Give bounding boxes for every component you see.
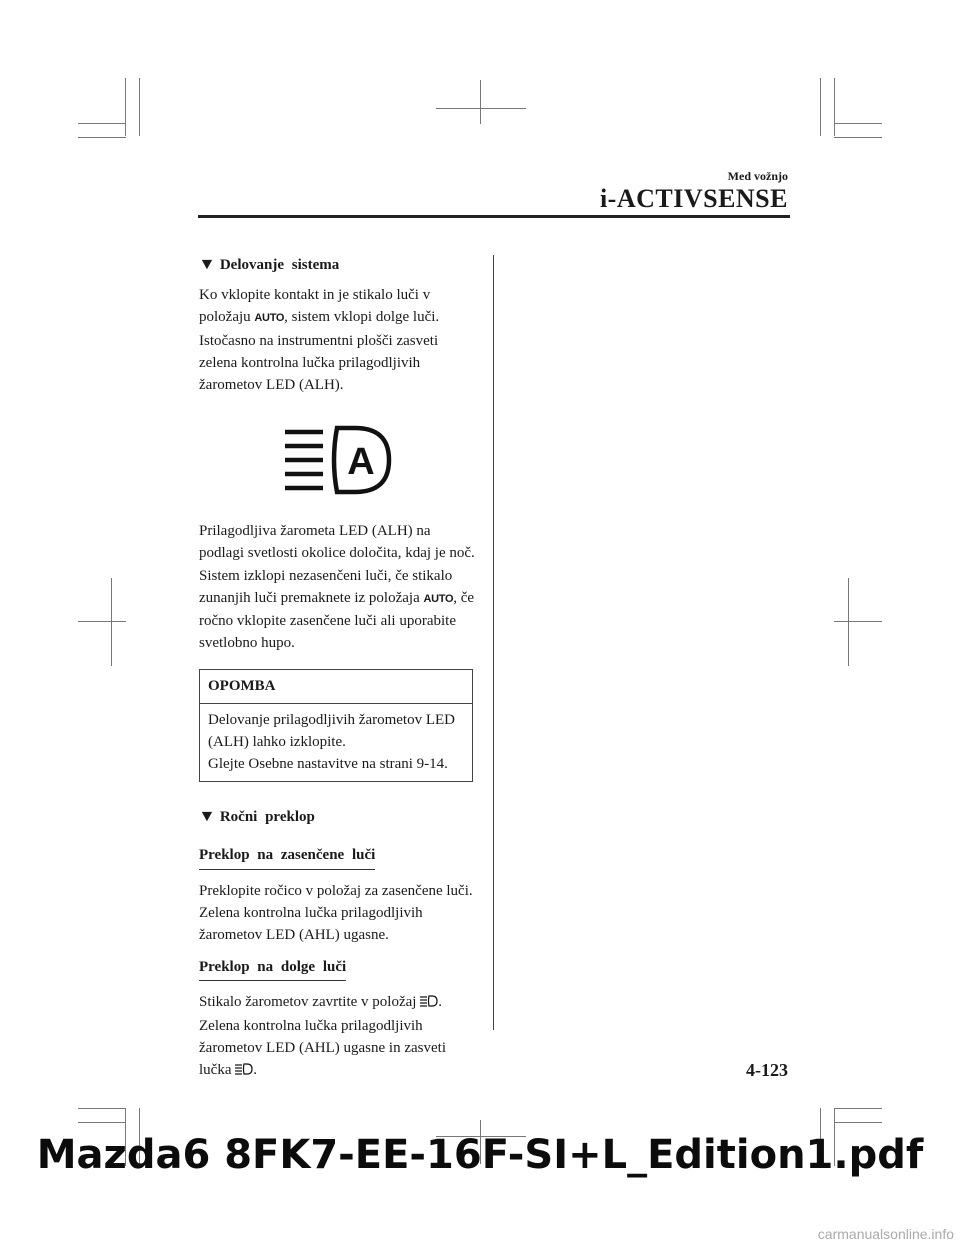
paragraph-high-beam: Stikalo žarometov zavrtite v položaj . (199, 991, 477, 1014)
icon-letter: A (347, 441, 375, 484)
triangle-bullet-icon: ▼ (198, 808, 216, 826)
paragraph-low-beam: Preklopite ročico v položaj za zasenčene luči. (199, 882, 473, 899)
paragraph-intro: Ko vklopite kontakt in je stikalo luči v položaju AUTO, sistem vklopi dolge luči. Istočasno na instrumentni plošči zasveti zelena kontrolna lučka prilagodljivih žarometov LED (ALH). (199, 287, 440, 394)
note-box (199, 669, 473, 782)
auto-label: AUTO (423, 592, 454, 605)
paragraph-high-beam-indicator: Zelena kontrolna lučka prilagodljivih žarometov LED (AHL) ugasne in zasveti lučka . (199, 1015, 477, 1083)
alh-indicator-icon (199, 424, 477, 496)
paragraph-switch-off: Sistem izklopi nezasenčeni luči, če stikalo zunanjih luči premaknete iz položaja AUTO, če ročno vklopite zasenčene luči ali uporabite svetlobno hupo. (199, 567, 475, 652)
note-title: OPOMBA (200, 670, 472, 703)
section-heading-operation: ▼ Delovanje sistema (199, 254, 477, 276)
high-beam-icon (235, 1060, 253, 1082)
subheading-low-beam: Preklop na zasenčene luči (199, 844, 375, 869)
auto-label: AUTO (254, 312, 285, 325)
paragraph-night-detect: Prilagodljiva žarometa LED (ALH) na podlagi svetlosti okolice določita, kdaj je noč. (199, 523, 475, 562)
note-body: Delovanje prilagodljivih žarometov LED (ALH) lahko izklopite. Glejte Osebne nastavitve na strani 9-14. (208, 711, 456, 773)
document-footer: Mazda6 8FK7-EE-16F-SI+L_Edition1.pdf (36, 1132, 924, 1178)
high-beam-icon (420, 992, 438, 1014)
header-rule (198, 215, 790, 218)
watermark: carmanualsonline.info (817, 1226, 954, 1242)
chapter-title: Med vožnjo (727, 169, 788, 183)
section-title: i-ACTIVSENSE (599, 184, 788, 213)
column-divider (493, 255, 494, 1030)
main-column (199, 254, 477, 1082)
triangle-bullet-icon: ▼ (198, 256, 216, 273)
section-heading-manual: ▼ Ročni preklop (199, 806, 477, 828)
subheading-high-beam: Preklop na dolge luči (199, 956, 346, 981)
paragraph-low-beam-indicator: Zelena kontrolna lučka prilagodljivih žarometov LED (AHL) ugasne. (199, 904, 423, 944)
page-number: 4-123 (746, 1060, 788, 1080)
